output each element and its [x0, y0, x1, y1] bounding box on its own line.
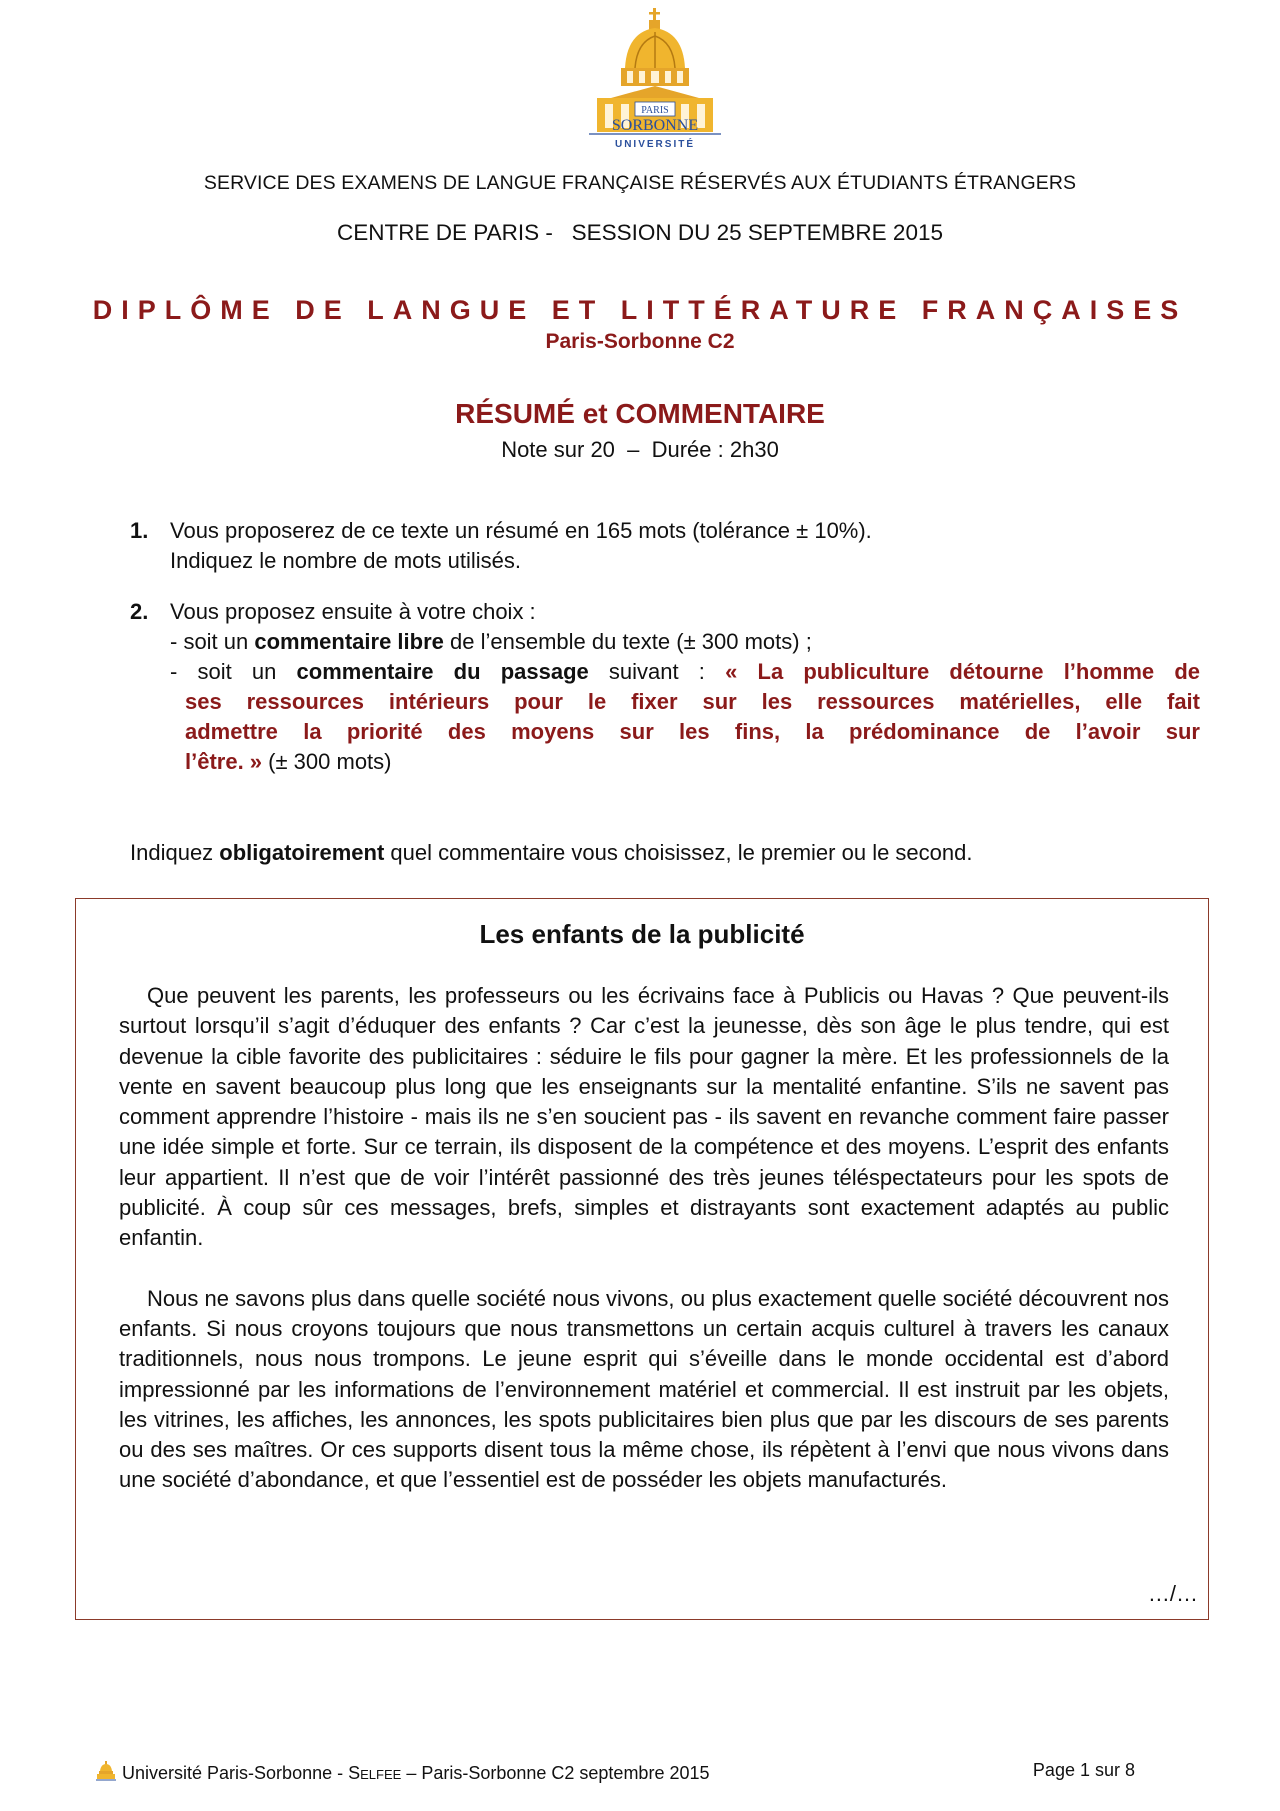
quote-text: l’être. »	[185, 749, 263, 774]
svg-text:UNIVERSITÉ: UNIVERSITÉ	[614, 139, 696, 150]
exam-note: Note sur 20 – Durée : 2h30	[501, 437, 779, 462]
quote-line	[130, 747, 1200, 777]
svg-text:PARIS: PARIS	[641, 105, 669, 116]
note-text: Indiquez	[130, 840, 220, 865]
quote-line: « La publiculture détourne l’homme de	[725, 659, 1201, 684]
instruction-2	[130, 597, 1200, 777]
text-paragraph: Que peuvent les parents, les professeurs ou les écrivains face à Publicis ou Havas ? Que peuvent-ils surtout lorsqu’il s’agit d’éduquer des enfants ? Car c’est la jeunesse, dès son âge le plus tendre, qui est devenue la cible favorite des publicitaires : séduire le fils pour gagner la mère. Et les professionnels de la vente en savent beaucoup plus long que les enseignants sur la mentalité enfantine. S’ils ne savent pas comment apprendre l’histoire - mais ils ne s’en soucient pas - ils savent en revanche comment faire passer une idée simple et forte. Sur ce terrain, ils disposent de la compétence et des moyens. L’esprit des enfants leur appartient. Il n’est que de voir l’intérêt passionné des très jeunes téléspectateurs pour les spots de publicité. À coup sûr ces messages, brefs, simples et distrayants sont exactement adaptés au public enfantin.	[119, 983, 1169, 1251]
note-text: quel commentaire vous choisissez, le premier ou le second.	[384, 840, 973, 865]
sorbonne-dome-icon	[95, 1760, 117, 1782]
footer-selfee: Selfee	[348, 1763, 402, 1783]
footer-text: Université Paris-Sorbonne -	[122, 1763, 349, 1783]
option-bold: commentaire du passage	[296, 659, 589, 684]
quote-text: ses ressources intérieurs pour le fixer sur les ressources matérielles, elle fait	[185, 689, 1200, 714]
option-text: de l’ensemble du texte (± 300 mots) ;	[443, 629, 812, 654]
diploma-title: DIPLÔME DE LANGUE ET LITTÉRATURE FRANÇAISES	[92, 295, 1188, 325]
page-footer	[95, 1760, 1135, 1786]
centre-session: CENTRE DE PARIS - SESSION DU 25 SEPTEMBRE 2015	[336, 220, 943, 245]
text-title: Les enfants de la publicité	[479, 919, 805, 949]
text-paragraph: Nous ne savons plus dans quelle société nous vivons, ou plus exactement quelle société découvrent nos enfants. Si nous croyons toujours que nous transmettons un certain acquis culturel à travers les canaux traditionnels, nous nous trompons. Le jeune esprit qui s’éveille dans le monde occidental est d’abord impressionné par les informations de l’environnement matériel et commercial. Il est instruit par les objets, les vitrines, les affiches, les annonces, les spots publicitaires bien plus que par les discours de ses parents ou des ses maîtres. Or ces supports disent tous la même chose, ils répètent à l’envi que nous vivons dans une société d’abondance, et que l’essentiel est de posséder les objets manufacturés.	[119, 1285, 1169, 1493]
option-bold: commentaire libre	[254, 629, 444, 654]
option-libre	[130, 627, 1200, 657]
instruction-text: Vous proposerez de ce texte un résumé en 165 mots (tolérance ± 10%).	[170, 518, 872, 543]
instruction-text: Indiquez le nombre de mots utilisés.	[170, 548, 521, 573]
option-text: - soit un	[170, 629, 255, 654]
option-text: (± 300 mots)	[262, 749, 392, 774]
university-logo	[575, 6, 735, 166]
diploma-subtitle: Paris-Sorbonne C2	[545, 330, 735, 353]
quote-line	[130, 687, 1200, 717]
instruction-1	[130, 516, 1200, 576]
text-body	[119, 981, 1169, 1526]
service-header: SERVICE DES EXAMENS DE LANGUE FRANÇAISE RÉSERVÉS AUX ÉTUDIANTS ÉTRANGERS	[203, 172, 1077, 194]
footer-text: – Paris-Sorbonne C2 septembre 2015	[401, 1763, 710, 1783]
mandatory-note	[130, 840, 972, 866]
continued-marker: …/…	[1147, 1581, 1198, 1606]
source-text-box	[75, 898, 1209, 1620]
quote-text: admettre la priorité des moyens sur les fins, la prédominance de l’avoir sur	[185, 719, 1200, 744]
svg-text:SORBONNE: SORBONNE	[611, 117, 699, 134]
sorbonne-dome-icon	[575, 6, 735, 166]
instruction-number: 1.	[130, 518, 149, 543]
quote-line	[130, 717, 1200, 747]
option-text: - soit un	[170, 659, 297, 684]
option-passage	[130, 657, 1200, 687]
exam-title: RÉSUMÉ et COMMENTAIRE	[455, 398, 825, 429]
instruction-number: 2.	[130, 599, 149, 624]
instruction-text: Vous proposez ensuite à votre choix :	[170, 599, 536, 624]
option-text: suivant :	[588, 659, 726, 684]
note-bold: obligatoirement	[219, 840, 385, 865]
page-number: Page 1 sur 8	[1032, 1760, 1135, 1780]
